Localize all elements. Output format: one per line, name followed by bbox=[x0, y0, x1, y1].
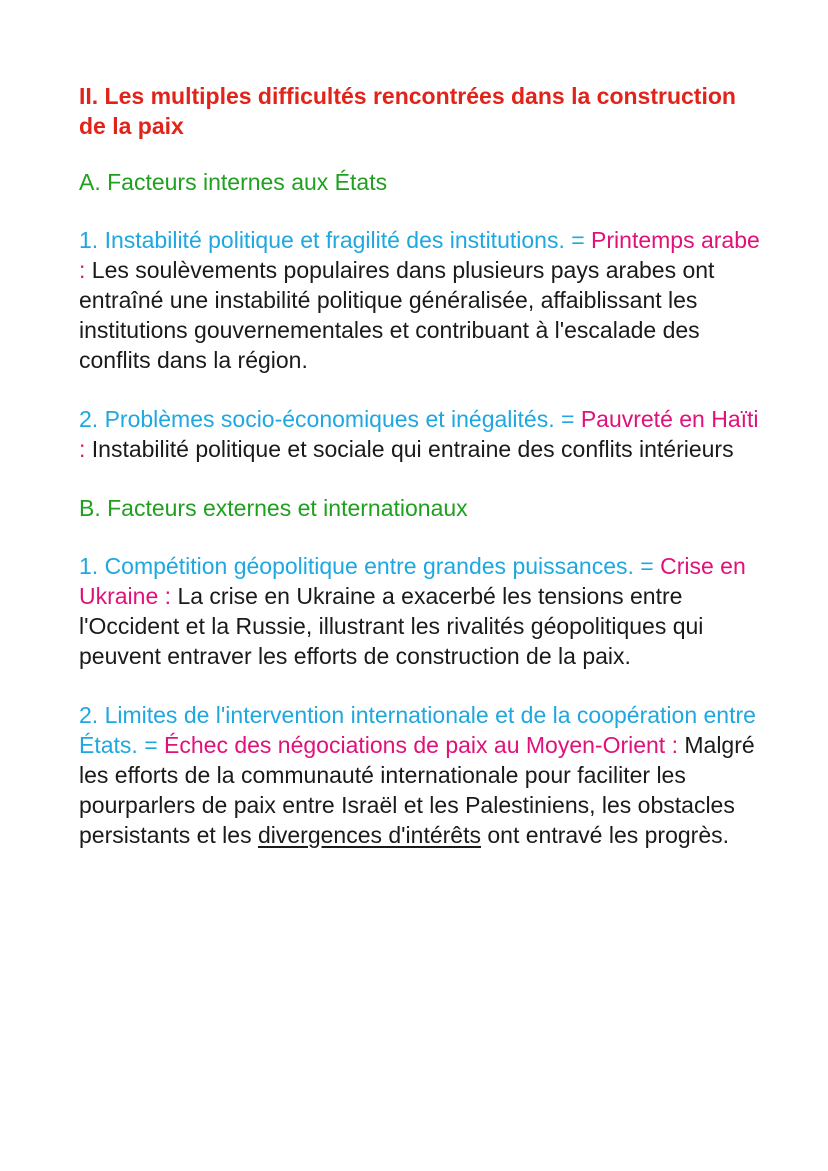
point-a1-example: Printemps arabe : bbox=[79, 227, 760, 283]
document-page bbox=[79, 81, 769, 850]
point-a2 bbox=[79, 404, 769, 464]
point-a1 bbox=[79, 225, 769, 375]
section-title: II. Les multiples difficultés rencontrées dans la construction de la paix bbox=[79, 83, 736, 139]
point-b1-title: 1. Compétition géopolitique entre grandes puissances. = bbox=[79, 553, 661, 579]
point-a1-text: Les soulèvements populaires dans plusieurs pays arabes ont entraîné une instabilité politique généralisée, affaiblissant les institutions gouvernementales et contribuant à l'escalade des conflits dans la région. bbox=[79, 257, 715, 373]
point-b1-text: La crise en Ukraine a exacerbé les tensions entre l'Occident et la Russie, illustrant les rivalités géopolitiques qui peuvent entraver les efforts de construction de la paix. bbox=[79, 583, 704, 669]
point-b2-example: Échec des négociations de paix au Moyen-Orient : bbox=[164, 732, 685, 758]
point-b2-text: Malgré les efforts de la communauté internationale pour faciliter les pourparlers de paix entre Israël et les Palestiniens, les obstacles persistants et les bbox=[79, 732, 755, 848]
point-a1-title: 1. Instabilité politique et fragilité des institutions. = bbox=[79, 227, 592, 253]
subsection-heading-a: A. Facteurs internes aux États bbox=[79, 169, 388, 195]
point-a2-example: Pauvreté en Haïti : bbox=[79, 406, 759, 462]
underlined-phrase: divergences d'intérêts bbox=[257, 822, 481, 848]
point-b2-text-end: ont entravé les progrès. bbox=[480, 822, 730, 848]
point-b2 bbox=[79, 700, 769, 850]
subsection-heading-b: B. Facteurs externes et internationaux bbox=[79, 495, 468, 521]
point-b1 bbox=[79, 551, 769, 671]
point-b1-example: Crise en Ukraine : bbox=[79, 553, 746, 609]
point-a2-text: Instabilité politique et sociale qui entraine des conflits intérieurs bbox=[91, 436, 734, 462]
point-a2-title: 2. Problèmes socio-économiques et inégalités. = bbox=[79, 406, 581, 432]
point-b2-title: 2. Limites de l'intervention internationale et de la coopération entre États. = bbox=[79, 702, 756, 758]
